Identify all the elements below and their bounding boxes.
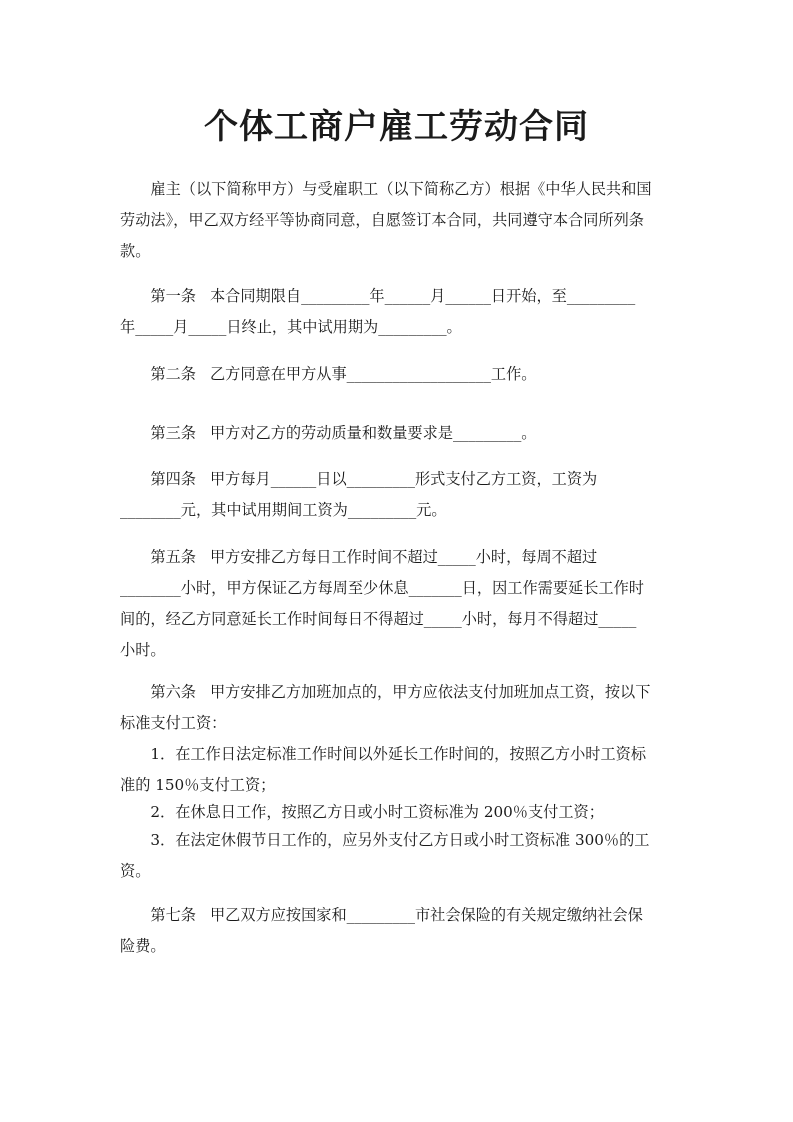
document-title: 个体工商户雇工劳动合同: [204, 107, 589, 147]
article-text: 本合同期限自_________年______月______日开始，至_________: [209, 287, 636, 305]
article-6: [120, 677, 675, 739]
intro-line: 雇主（以下简称甲方）与受雇职工（以下简称乙方）根据《中华人民共和国: [150, 180, 652, 198]
article-text: 险费。: [120, 937, 166, 955]
article-text: 甲方安排乙方每日工作时间不超过_____小时，每周不超过: [209, 548, 598, 566]
article-6-item-3: [120, 825, 675, 887]
list-item-text: 资。: [120, 862, 151, 880]
article-2: [120, 359, 675, 390]
article-text: 标准支付工资：: [120, 714, 227, 732]
article-label: 第七条: [150, 906, 196, 924]
article-6-item-2: [120, 797, 675, 828]
article-4: [120, 464, 675, 526]
article-5: [120, 542, 675, 666]
article-text: 小时。: [120, 641, 166, 659]
article-text: ________元，其中试用期间工资为_________元。: [120, 501, 447, 519]
article-label: 第三条: [150, 424, 196, 442]
article-label: 第二条: [150, 365, 196, 383]
article-7: [120, 900, 675, 962]
article-1: [120, 281, 675, 343]
article-6-item-1: [120, 739, 675, 801]
list-item-text: 3．在法定休假节日工作的，应另外支付乙方日或小时工资标准 300％的工: [150, 831, 650, 849]
article-text: ________小时，甲方保证乙方每周至少休息_______日，因工作需要延长工作时: [120, 579, 644, 597]
article-text: 甲方对乙方的劳动质量和数量要求是_________。: [209, 424, 537, 442]
article-text: 甲方安排乙方加班加点的，甲方应依法支付加班加点工资，按以下: [209, 683, 651, 701]
article-label: 第一条: [150, 287, 196, 305]
list-item-text: 1．在工作日法定标准工作时间以外延长工作时间的，按照乙方小时工资标: [150, 745, 647, 763]
article-text: 间的，经乙方同意延长工作时间每日不得超过_____小时，每月不得超过_____: [120, 610, 637, 628]
article-label: 第四条: [150, 470, 196, 488]
list-item-text: 2．在休息日工作，按照乙方日或小时工资标准为 200％支付工资；: [150, 803, 604, 821]
article-text: 乙方同意在甲方从事___________________工作。: [209, 365, 537, 383]
article-3: [120, 418, 675, 449]
article-text: 甲方每月______日以_________形式支付乙方工资，工资为: [209, 470, 598, 488]
intro-line: 劳动法》，甲乙双方经平等协商同意，自愿签订本合同，共同遵守本合同所列条: [120, 211, 644, 229]
intro-paragraph: [120, 174, 675, 267]
intro-line: 款。: [120, 242, 151, 260]
article-text: 年_____月_____日终止，其中试用期为_________。: [120, 318, 462, 336]
list-item-text: 准的 150％支付工资；: [120, 776, 276, 794]
article-text: 甲乙双方应按国家和_________市社会保险的有关规定缴纳社会保: [209, 906, 643, 924]
article-label: 第五条: [150, 548, 196, 566]
article-label: 第六条: [150, 683, 196, 701]
